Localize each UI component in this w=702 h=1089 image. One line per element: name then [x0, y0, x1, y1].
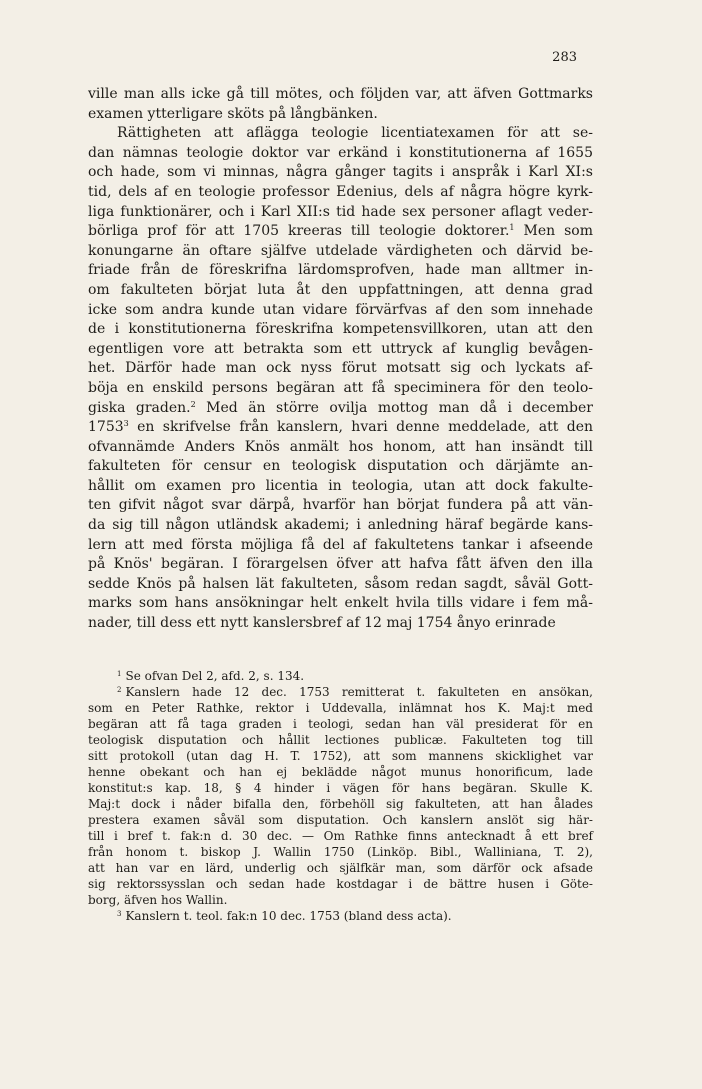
body-line-text: på Knös' begäran. I förargelsen öfver att hafva fått äfven den illa: [88, 556, 593, 573]
footnote-line: [88, 812, 593, 828]
footnote-line-text: henne obekant och han ej beklädde något munus honorificum, lade: [88, 765, 593, 779]
body-line: [88, 320, 593, 340]
body-line: [88, 379, 593, 399]
footnote-reference: 1: [509, 223, 515, 233]
footnote-line-text: sitt protokoll (utan dag H. T. 1752), att som mannens skicklighet var: [88, 749, 593, 763]
body-line-text: 1753: [88, 419, 124, 436]
footnote-number: 2: [117, 686, 122, 694]
body-line-text: icke som andra kunde utan vidare förvärfvas af den som innehade: [88, 301, 593, 318]
body-line-text: da sig till någon utländsk akademi; i anledning häraf begärde kans-: [88, 517, 593, 534]
footnote-line-text: till i bref t. fak:n d. 30 dec. — Om Rathke finns antecknadt å ett bref: [88, 829, 593, 843]
footnote-reference: 3: [123, 419, 129, 429]
footnote-line: [88, 748, 593, 764]
footnote-line: [88, 844, 593, 860]
body-line-text: konungarne än oftare själfve utdelade värdigheten och därvid be-: [88, 242, 593, 259]
body-line-text: tid, dels af en teologie professor Edenius, dels af några högre kyrk-: [88, 183, 593, 200]
footnote-line: [88, 892, 593, 908]
page-number: 283: [552, 50, 577, 65]
body-line-text: examen ytterligare sköts på långbänken.: [88, 105, 378, 122]
body-line-text: böja en enskild persons begäran att få speciminera för den teolo-: [88, 379, 593, 396]
footnote-line: [88, 860, 593, 876]
body-line: [88, 124, 593, 144]
body-line-text: liga funktionärer, och i Karl XII:s tid hade sex personer aflagt veder-: [88, 203, 593, 220]
body-line: [88, 399, 593, 419]
footnote-line-text: som en Peter Rathke, rektor i Uddevalla, inlämnat hos K. Maj:t med: [88, 701, 593, 715]
body-text: [88, 85, 593, 634]
body-line: [88, 222, 593, 242]
body-line: [88, 301, 593, 321]
body-line-text: Men som: [514, 223, 593, 240]
body-line: [88, 105, 593, 125]
body-line: [88, 281, 593, 301]
body-line: [88, 496, 593, 516]
footnote-line-text: sig rektorssysslan och sedan hade kostdagar i de bättre husen i Göte-: [88, 877, 593, 891]
body-line-text: nader, till dess ett nytt kanslersbref af 12 maj 1754 ånyo erinrade: [88, 615, 556, 632]
body-line: [88, 163, 593, 183]
body-line: [88, 614, 593, 634]
footnote-line-text: konstitut:s kap. 18, § 4 hinder i vägen för hans begäran. Skulle K.: [88, 781, 593, 795]
body-line: [88, 144, 593, 164]
footnote-line: [88, 732, 593, 748]
body-line-text: och hade, som vi minnas, några gånger tagits i anspråk i Karl XI:s: [88, 164, 593, 181]
body-line: [88, 340, 593, 360]
body-line-text: giska graden.: [88, 399, 191, 416]
footnote-line: [88, 668, 593, 684]
footnote-reference: 2: [190, 399, 196, 409]
footnote-line: [88, 764, 593, 780]
body-line-text: ten gifvit något svar därpå, hvarför han börjat fundera på att vän-: [88, 497, 593, 514]
body-line-text: ville man alls icke gå till mötes, och följden var, att äfven Gottmarks: [88, 86, 593, 102]
body-line: [88, 438, 593, 458]
footnote-line-text: Maj:t dock i nåder bifalla den, förbehöll sig fakulteten, att han ålades: [88, 797, 593, 811]
body-line-text: fakulteten för censur en teologisk disputation och därjämte an-: [88, 458, 593, 475]
footnote-line-text: från honom t. biskop J. Wallin 1750 (Linköp. Bibl., Walliniana, T. 2),: [88, 845, 593, 859]
body-line: [88, 516, 593, 536]
body-line: [88, 555, 593, 575]
footnote-line-text: begäran att få taga graden i teologi, sedan han väl presiderat för en: [88, 717, 593, 731]
body-line-text: en skrifvelse från kanslern, hvari denne meddelade, att den: [128, 419, 593, 436]
footnote-line: [88, 780, 593, 796]
footnote-line-text: att han var en lärd, underlig och själfkär man, som därför ock afsade: [88, 861, 593, 875]
body-line: [88, 418, 593, 438]
footnote-line: [88, 700, 593, 716]
footnote-number: 3: [117, 910, 122, 918]
body-line: [88, 575, 593, 595]
footnote-line: [88, 908, 593, 924]
body-line-text: het. Därför hade man ock nyss förut motsatt sig och lyckats af-: [88, 360, 593, 377]
footnote-line-text: Kanslern hade 12 dec. 1753 remitterat t. fakulteten en ansökan,: [125, 685, 593, 699]
body-line-text: börliga prof för att 1705 kreeras till teologie doktorer.: [88, 223, 510, 240]
body-line: [88, 457, 593, 477]
footnote-line-text: Se ofvan Del 2, afd. 2, s. 134.: [125, 669, 305, 683]
footnote-line-text: prestera examen såväl som disputation. Och kanslern anslöt sig här-: [88, 813, 593, 827]
footnote-line: [88, 828, 593, 844]
body-line-text: sedde Knös på halsen lät fakulteten, såsom redan sagdt, såväl Gott-: [88, 575, 593, 592]
body-line-text: ofvannämde Anders Knös anmält hos honom, att han insändt till: [88, 438, 593, 455]
body-line: [88, 594, 593, 614]
body-line-text: dan nämnas teologie doktor var erkänd i konstitutionerna af 1655: [88, 144, 593, 161]
footnote-line-text: borg, äfven hos Wallin.: [88, 893, 228, 907]
body-line: [88, 242, 593, 262]
body-line: [88, 183, 593, 203]
body-line-text: friade från de föreskrifna lärdomsprofven, hade man alltmer in-: [88, 262, 593, 279]
body-line: [88, 477, 593, 497]
footnotes: [88, 668, 593, 924]
body-line-text: de i konstitutionerna föreskrifna kompetensvillkoren, utan att den: [88, 321, 593, 338]
body-line: [88, 359, 593, 379]
body-line-text: hållit om examen pro licentia in teologia, utan att dock fakulte-: [88, 477, 593, 494]
body-line-text: Med än större ovilja mottog man då i december: [195, 399, 593, 416]
body-line: [88, 261, 593, 281]
body-line-text: Rättigheten att aflägga teologie licentiatexamen för att se-: [117, 125, 593, 142]
footnote-line: [88, 796, 593, 812]
body-line: [88, 85, 593, 105]
body-line: [88, 203, 593, 223]
body-line-text: lern att med första möjliga få del af fakultetens tankar i afseende: [88, 536, 593, 553]
body-line: [88, 536, 593, 556]
body-line-text: marks som hans ansökningar helt enkelt hvila tills vidare i fem må-: [88, 595, 593, 612]
footnote-line: [88, 876, 593, 892]
body-line-text: om fakulteten börjat luta åt den uppfattningen, att denna grad: [88, 281, 593, 298]
footnote-line: [88, 684, 593, 700]
body-line-text: egentligen vore att betrakta som ett uttryck af kunglig bevågen-: [88, 340, 593, 357]
footnote-line: [88, 716, 593, 732]
footnote-number: 1: [117, 670, 122, 678]
footnote-line-text: teologisk disputation och hållit lectiones publicæ. Fakulteten tog till: [88, 733, 593, 747]
footnote-line-text: Kanslern t. teol. fak:n 10 dec. 1753 (bland dess acta).: [125, 909, 452, 923]
